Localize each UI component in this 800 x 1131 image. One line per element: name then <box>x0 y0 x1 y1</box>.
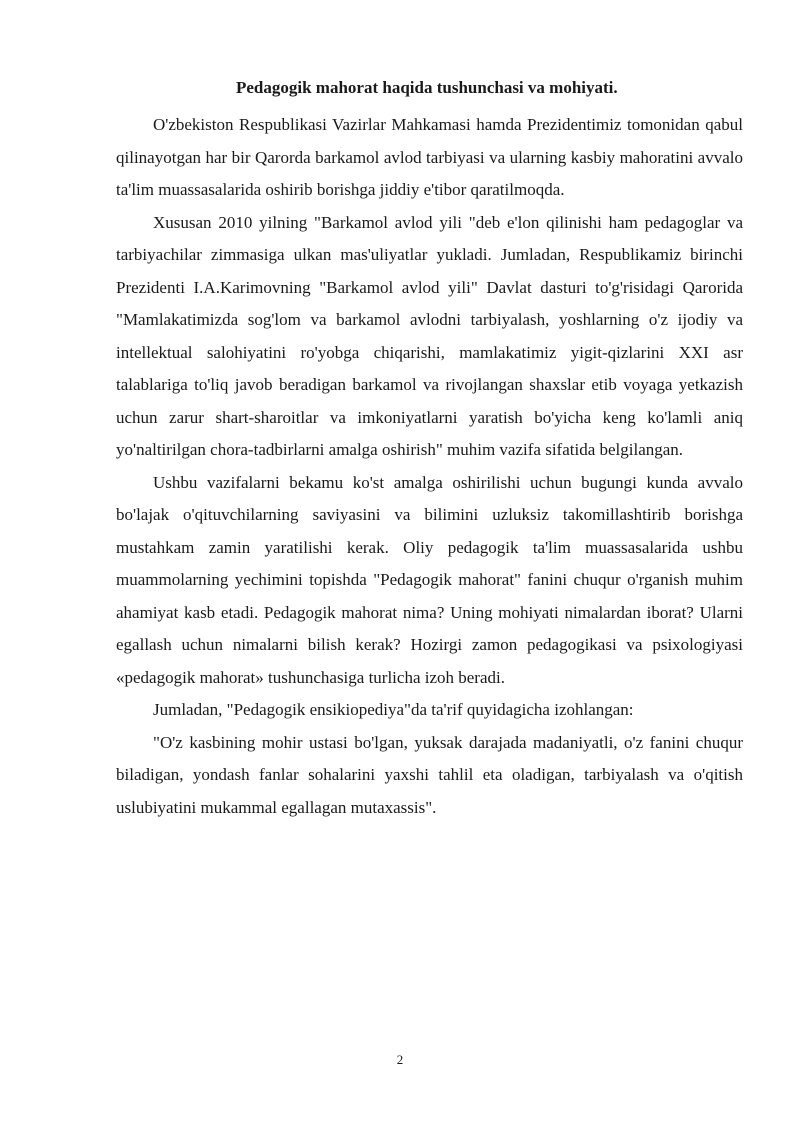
paragraph-5: "O'z kasbining mohir ustasi bo'lgan, yuksak darajada madaniyatli, o'z fanini chuqur biladigan, yondash fanlar sohalarini yaxshi tahlil eta oladigan, tarbiyalash va o'qitish uslubiyatini mukammal egallagan mutaxassis". <box>116 732 743 817</box>
page-number: 2 <box>396 1052 404 1067</box>
page-content <box>116 78 743 824</box>
document-title: Pedagogik mahorat haqida tushunchasi va mohiyati. <box>236 78 618 97</box>
paragraph-3: Ushbu vazifalarni bekamu ko'st amalga oshirilishi uchun bugungi kunda avvalo bo'lajak o'qituvchilarning saviyasini va bilimini uzluksiz takomillashtirib borishga mustahkam zamin yaratilishi kerak. Oliy pedagogik ta'lim muassasalarida ushbu muammolarning yechimini topishda "Pedagogik mahorat" fanini chuqur o'rganish muhim ahamiyat kasb etadi. Pedagogik mahorat nima? Uning mohiyati nimalardan iborat? Ularni egallash uchun nimalarni bilish kerak? Hozirgi zamon pedagogikasi va psixologiyasi «pedagogik mahorat» tushunchasiga turlicha izoh beradi. <box>116 472 743 687</box>
paragraph-1: O'zbekiston Respublikasi Vazirlar Mahkamasi hamda Prezidentimiz tomonidan qabul qilinayotgan har bir Qarorda barkamol avlod tarbiyasi va ularning kasbiy mahoratini avvalo ta'lim muassasalarida oshirib borishga jiddiy e'tibor qaratilmoqda. <box>116 115 743 199</box>
paragraph-4: Jumladan, "Pedagogik ensikiopediya"da ta'rif quyidagicha izohlangan: <box>153 700 634 719</box>
paragraph-2: Xususan 2010 yilning "Barkamol avlod yili "deb e'lon qilinishi ham pedagoglar va tarbiyachilar zimmasiga ulkan mas'uliyatlar yukladi. Jumladan, Respublikamiz birinchi Prezidenti I.A.Karimovning "Barkamol avlod yili" Davlat dasturi to'g'risidagi Qarorida "Mamlakatimizda sog'lom va barkamol avlodni tarbiyalash, yoshlarning o'z ijodiy va intellektual salohiyatini ro'yobga chiqarishi, mamlakatimiz yigit-qizlarini XXI asr talablariga to'liq javob beradigan barkamol va rivojlangan shaxslar etib voyaga yetkazish uchun zarur shart-sharoitlar va imkoniyatlarni yaratish bo'yicha keng ko'lamli aniq yo'naltirilgan chora-tadbirlarni amalga oshirish" muhim vazifa sifatida belgilangan. <box>116 212 743 459</box>
